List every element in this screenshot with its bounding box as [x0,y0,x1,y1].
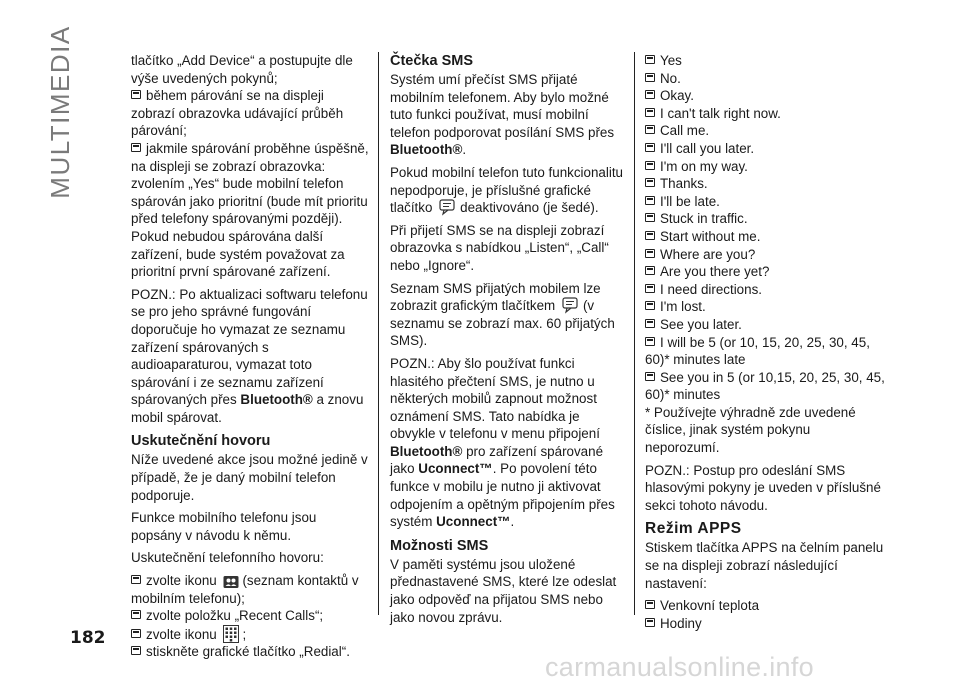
list-item: Where are you? [645,246,885,264]
paragraph: Uskutečnění telefonního hovoru: [131,550,324,566]
paragraph: Stiskem tlačítka APPS na čelním panelu se na displeji zobrazí následující nastavení: [645,540,884,591]
bullet-icon [131,90,141,99]
watermark: carmanualsonline.info [545,652,814,682]
bullet-icon [645,266,655,275]
apps-settings-list [645,597,885,632]
section-heading: Uskutečnění hovoru [131,433,271,450]
column-left [131,52,369,661]
list-item: Thanks. [645,175,885,193]
bullet-icon [645,337,655,346]
column-divider [634,52,635,615]
list-item: Stuck in traffic. [645,210,885,228]
list-item: I'll call you later. [645,140,885,158]
bullet-icon [131,143,141,152]
bullet-icon [131,646,141,655]
bullet-icon [645,143,655,152]
contacts-icon [223,574,239,589]
paragraph: V paměti systému jsou uložené přednastavené SMS, které lze odeslat jako odpověď na přijatou SMS nebo jako novou zprávu. [390,556,617,625]
bullet-item: jakmile spárování proběhne úspěšně, na displeji se zobrazí obrazovka: zvolením „Yes“ bude mobilní telefon spárován jako prioritní (bude mít prioritu před telefony spárovanými později). Pokud nebudou spárována další zařízení, bude systém považovat za prioritní první spárované zařízení. [131,140,369,280]
bullet-icon [645,90,655,99]
bullet-icon [645,178,655,187]
bullet-icon [645,618,655,627]
section-heading: Čtečka SMS [390,53,474,69]
preset-sms-list [645,52,885,404]
list-item: No. [645,70,885,88]
paragraph: POZN.: Aby šlo používat funkci hlasitého přečtení SMS, je nutno u některých mobilů zapnout možnost oznámení SMS. Tato nabídka je obvykle v telefonu v menu připojení Bluetooth® pro zařízení spárované jako Uconnect™. Po povolení této funkce v mobilu je nutno ji aktivovat odpojením a opětným připojením přes systém Uconnect™. [390,355,615,530]
list-item: Yes [645,52,885,70]
page-number: 182 [70,628,106,648]
list-item: See you later. [645,316,885,334]
column-divider [378,52,379,615]
bullet-icon [645,301,655,310]
list-item: Are you there yet? [645,263,885,281]
bullet-item: během párování se na displeji zobrazí obrazovka udávající průběh párování; [131,88,344,139]
bullet-item: zvolte ikonu ; [131,625,369,644]
list-item: Hodiny [645,615,885,633]
bullet-icon [645,372,655,381]
section-title: MULTIMEDIA [45,25,75,199]
list-item: Okay. [645,87,885,105]
bullet-icon [131,575,141,584]
bullet-icon [131,610,141,619]
bullet-icon [645,319,655,328]
bullet-icon [645,213,655,222]
sms-list-icon [562,297,580,314]
section-heading: Režim APPS [645,520,742,538]
bullet-item: zvolte ikonu (seznam kontaktů v mobilním telefonu); [131,573,359,606]
bullet-icon [645,196,655,205]
bullet-icon [645,161,655,170]
paragraph: POZN.: Po aktualizaci softwaru telefonu se pro jeho správné fungování doporučuje ho vymazat ze seznamu zařízení spárovaných s audioaparaturou, vymazat toto spárování i ze seznamu zařízení spárovaných přes Bluetooth® a znovu mobil spárovat. [131,286,368,425]
bullet-icon [645,249,655,258]
bullet-icon [645,284,655,293]
list-item: Start without me. [645,228,885,246]
list-item: I will be 5 (or 10, 15, 20, 25, 30, 45, 60)* minutes late [645,334,870,368]
column-middle [390,52,628,626]
list-item: See you in 5 (or 10,15, 20, 25, 30, 45, 60)* minutes [645,369,885,403]
list-item: I need directions. [645,281,885,299]
column-right [645,52,885,632]
footnote: * Používejte výhradně zde uvedené číslice, jinak systém pokynu neporozumí. [645,404,856,456]
paragraph: Níže uvedené akce jsou možné jedině v případě, že je daný mobilní telefon podporuje. [131,452,368,503]
section-heading: Možnosti SMS [390,537,489,554]
paragraph: tlačítko „Add Device“ a postupujte dle výše uvedených pokynů; [131,53,353,86]
paragraph: Systém umí přečíst SMS přijaté mobilním telefonem. Aby bylo možné tuto funkci používat, musí mobilní telefon podporovat posílání SMS přes Bluetooth®. [390,72,615,158]
paragraph: POZN.: Postup pro odeslání SMS hlasovými pokyny je uveden v příslušné sekci tohoto návodu. [645,462,881,513]
list-item: I'm on my way. [645,158,885,176]
bullet-item: stiskněte grafické tlačítko „Redial“. [131,643,369,661]
paragraph: Funkce mobilního telefonu jsou popsány v návodu k němu. [131,510,317,543]
bullet-item: zvolte položku „Recent Calls“; [131,607,369,625]
sms-reader-icon [439,199,457,216]
list-item: Venkovní teplota [645,597,885,615]
paragraph: Pokud mobilní telefon tuto funkcionalitu nepodporuje, je příslušné grafické tlačítko deaktivováno (je šedé). [390,164,623,216]
bullet-icon [131,629,141,638]
bullet-icon [645,231,655,240]
bullet-icon [645,125,655,134]
bullet-icon [645,108,655,117]
paragraph: Seznam SMS přijatých mobilem lze zobrazit grafickým tlačítkem (v seznamu se zobrazí max. 60 přijatých SMS). [390,280,615,349]
list-item: I can't talk right now. [645,105,885,123]
bullet-icon [645,73,655,82]
list-item: Call me. [645,122,885,140]
list-item: I'm lost. [645,298,885,316]
paragraph: Při přijetí SMS se na displeji zobrazí obrazovka s nabídkou „Listen“, „Call“ nebo „Ignore“. [390,222,609,273]
list-item: I'll be late. [645,193,885,211]
keypad-icon [223,625,239,643]
bullet-icon [645,600,655,609]
bullet-icon [645,55,655,64]
